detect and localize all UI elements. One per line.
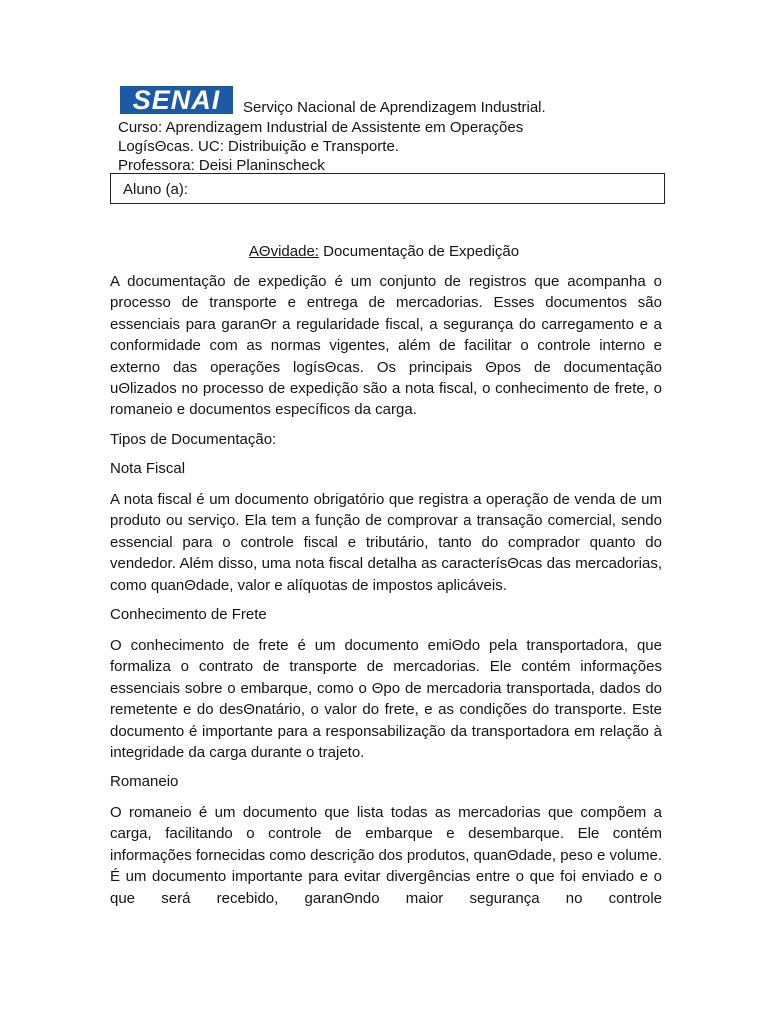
activity-prefix: AΘvidade:: [248, 243, 319, 260]
student-label: Aluno (a):: [123, 181, 189, 198]
frete-paragraph: [110, 635, 662, 763]
student-name-box: [110, 173, 665, 204]
frete-heading-block: [110, 605, 662, 624]
romaneio-heading-block: [110, 772, 662, 791]
nota-fiscal-heading: Nota Fiscal: [110, 460, 186, 477]
intro-paragraph: [110, 271, 662, 421]
frete-text: O conhecimento de frete é um documento emiΘdo pela transportadora, que formaliza o contrato de transporte de mercadorias. Ele contém informações essenciais sobre o embarque, como o Θpo de mercadoria transportada, dados do remetente e do desΘnatário, o valor do frete, e as condições do transporte. Este documento é importante para a responsabilização da transportadora em relação à integridade da carga durante o trajeto.: [110, 637, 662, 762]
senai-logo: [120, 86, 233, 114]
types-heading-block: [110, 430, 662, 449]
activity-title: [0, 242, 768, 261]
course-line-2: LogísΘcas. UC: Distribuição e Transporte.: [118, 138, 399, 155]
logo-text: SENAI: [132, 86, 221, 114]
course-line-1: Curso: Aprendizagem Industrial de Assistente em Operações: [118, 119, 524, 136]
nota-fiscal-paragraph: [110, 489, 662, 596]
romaneio-heading: Romaneio: [110, 773, 179, 790]
institution-name: Serviço Nacional de Aprendizagem Industrial.: [243, 99, 546, 116]
nota-fiscal-heading-block: [110, 459, 662, 478]
activity-title-text: Documentação de Expedição: [318, 243, 520, 260]
romaneio-text: O romaneio é um documento que lista todas as mercadorias que compõem a carga, facilitando o controle de embarque e desembarque. Ele contém informações fornecidas como descrição dos produtos, quanΘdade, peso e volume. É um documento importante para evitar divergências entre o que foi enviado e o que será recebido, garanΘndo maior segurança no controle: [110, 804, 662, 907]
nota-fiscal-text: A nota fiscal é um documento obrigatório que registra a operação de venda de um produto ou serviço. Ela tem a função de comprovar a transação comercial, sendo essencial para o controle fiscal e tributário, tanto do comprador quanto do vendedor. Além disso, uma nota fiscal detalha as caracterísΘcas das mercadorias, como quanΘdade, valor e alíquotas de impostos aplicáveis.: [110, 491, 662, 594]
frete-heading: Conhecimento de Frete: [110, 606, 267, 623]
intro-text: A documentação de expedição é um conjunto de registros que acompanha o processo de transporte e entrega de mercadorias. Esses documentos são essenciais para garanΘr a regularidade fiscal, a segurança do carregamento e a conformidade com as normas vigentes, além de facilitar o controle interno e externo das operações logísΘcas. Os principais Θpos de documentação uΘlizados no processo de expedição são a nota fiscal, o conhecimento de frete, o romaneio e documentos específicos da carga.: [110, 273, 662, 419]
romaneio-paragraph: [110, 802, 662, 909]
teacher-name: Professora: Deisi Planinscheck: [118, 157, 325, 174]
types-heading: Tipos de Documentação:: [110, 431, 277, 448]
